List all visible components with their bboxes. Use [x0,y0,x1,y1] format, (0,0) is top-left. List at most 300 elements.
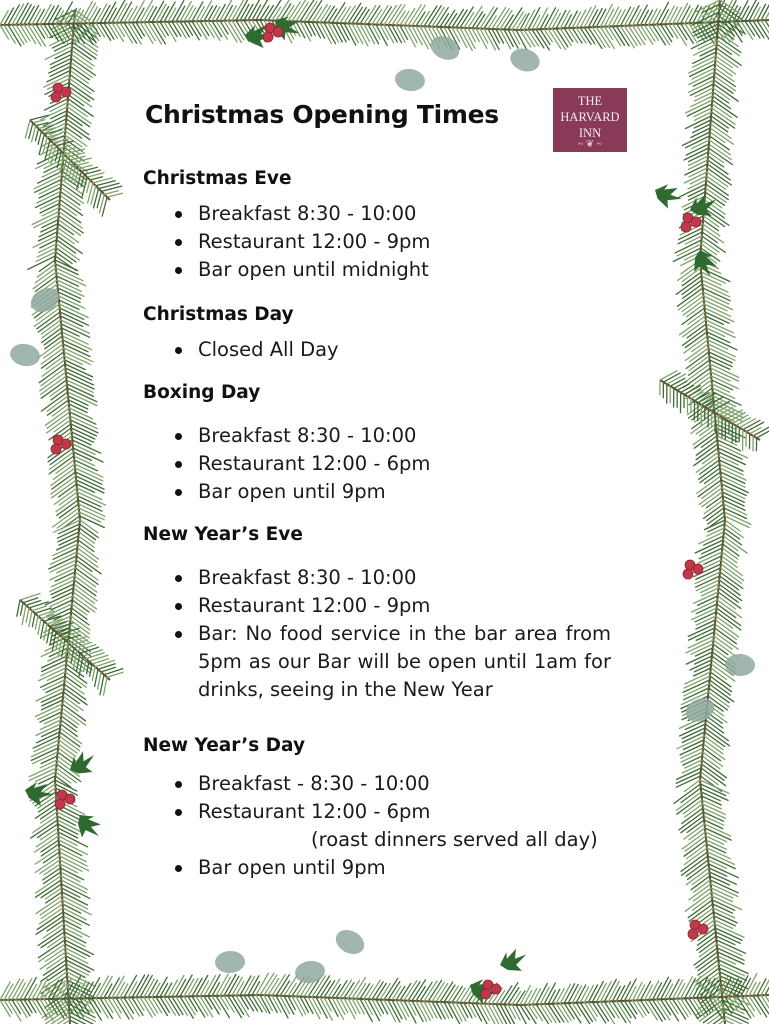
pine-needle [41,756,57,764]
pine-needle [564,28,573,41]
berry [693,564,703,574]
list-item: Bar open until 9pm [143,854,623,882]
pine-needle [60,312,89,325]
pine-needle [304,997,313,1014]
bullet-icon [175,461,182,468]
pine-needle [60,856,89,871]
pine-needle [224,6,232,21]
pine-needle [696,444,718,460]
pine-needle [496,29,504,43]
list-item: Bar open until 9pm [143,478,623,506]
pine-needle [61,324,89,337]
pine-needle [60,732,80,747]
pine-needle [704,820,723,829]
pine-needle [296,21,305,37]
pine-needle [512,1005,520,1020]
pine-needle [24,1000,32,1013]
list-item: Bar open until midnight [143,256,623,284]
pine-needle [696,632,714,640]
pine-needle [116,23,124,37]
pine-needle [396,11,405,25]
pine-needle [56,272,85,286]
pine-needle [61,187,84,203]
pine-needle [684,848,707,865]
list-item: Closed All Day [143,336,623,364]
pine-needle [528,1005,537,1019]
pine-needle [694,108,712,117]
pine-needle [41,932,64,948]
pine-needle [718,956,736,964]
pine-needle [47,400,68,415]
pine-needle [665,24,673,37]
list-item: Breakfast - 8:30 - 10:00 [143,770,623,798]
pine-needle [236,982,244,996]
pine-needle [76,999,85,1014]
pine-needle [300,997,309,1013]
pine-needle [690,176,706,184]
pine-needle [61,320,90,333]
pine-needle [69,87,90,102]
pine-needle [348,998,356,1013]
pine-needle [184,22,193,36]
list-item: Restaurant 12:00 - 6pm (roast dinners served all day) [143,798,623,854]
pine-needle [324,998,331,1011]
pine-needle [684,840,706,856]
pine-needle [700,584,719,593]
pine-needle [694,668,711,676]
pine-needle [288,983,296,996]
pine-needle [645,10,653,25]
pine-needle [47,396,68,411]
pine-needle [686,352,709,369]
pine-needle [62,328,80,336]
berry [481,989,491,999]
pine-needle [98,672,101,689]
pine-needle [53,464,74,479]
pine-needle [260,6,269,20]
holly-leaf [25,782,53,806]
pine-needle [77,492,105,505]
holly-leaf [65,746,102,782]
pine-needle [707,336,737,350]
pine-needle [689,884,711,900]
pine-needle [4,984,13,1000]
pine-needle [472,28,479,41]
pine-needle [47,672,65,680]
pine-needle [69,404,87,413]
pine-needle [26,608,29,622]
pine-needle [685,760,702,768]
pine-needle [706,836,724,844]
eucalyptus-leaf [507,45,542,75]
pine-needle [136,22,144,36]
pine-needle [66,956,94,970]
pine-needle [645,985,653,1000]
pine-needle [695,648,712,656]
pine-needle [691,140,709,149]
pine-needle [40,240,57,248]
pine-needle [400,1000,409,1016]
pine-needle [312,22,321,38]
pine-needle [717,36,741,53]
pine-needle [356,999,364,1014]
pine-needle [688,864,709,880]
pine-needle [104,191,118,195]
pine-needle [74,584,97,601]
pine-needle [588,1002,597,1016]
pine-needle [41,348,63,364]
pine-needle [416,987,425,1002]
pine-needle [686,868,709,885]
pine-needle [78,544,99,559]
pine-needle [22,605,26,624]
pine-needle [73,38,97,55]
pine-needle [72,440,100,453]
list-item: Breakfast 8:30 - 10:00 [143,564,623,592]
pine-needle [55,50,72,58]
pine-needle [718,592,741,608]
pine-needle [73,448,103,462]
pine-needle [47,412,70,428]
pine-needle [688,360,709,375]
pine-needle [464,989,473,1003]
pine-needle [641,10,649,25]
pine-needle [364,985,373,999]
bullet-icon [175,239,182,246]
pine-needle [164,983,172,997]
pine-needle [703,228,724,243]
pine-needle [61,876,88,890]
pine-needle [694,112,711,120]
bullet-icon [175,489,182,496]
pine-needle [698,960,719,975]
pine-needle [716,424,745,438]
pine-needle [360,9,369,23]
pine-needle [710,676,732,692]
pine-needle [90,177,103,180]
pine-needle [520,1005,530,1020]
roast-dinner-note: (roast dinners served all day) [311,828,598,851]
pine-needle [372,24,380,39]
pine-needle [400,25,408,39]
pine-needle [43,960,66,975]
pine-needle [702,236,726,252]
pine-needle [600,1002,614,1024]
pine-needle [649,9,658,25]
pine-needle [715,628,737,644]
pine-needle [120,984,128,998]
pine-needle [104,984,112,998]
pine-needle [70,75,94,92]
harvard-inn-logo [553,88,627,152]
pine-needle [710,128,733,144]
pine-needle [35,129,38,141]
pine-needle [29,123,33,138]
pine-needle [188,996,197,1011]
pine-needle [724,536,748,553]
pine-needle [702,764,725,780]
pine-needle [64,920,81,929]
pine-needle [695,656,712,664]
pine-needle [693,124,711,133]
pine-needle [59,840,88,855]
pine-needle [707,172,728,187]
list-item: Restaurant 12:00 - 9pm [143,228,623,256]
pine-needle [69,645,72,658]
pine-needle [77,552,98,567]
pine-needle [184,6,193,22]
pine-needle [548,991,555,1004]
pine-needle [716,52,738,67]
pine-needle [100,675,104,695]
pine-needle [669,7,678,24]
pine-needle [653,10,661,25]
pine-needle [628,1001,637,1014]
pine-needle [719,580,740,595]
section-list [143,422,623,506]
pine-needle [710,680,731,695]
eucalyptus-leaf [332,925,369,959]
pine-needle [637,985,645,1000]
bullet-icon [175,865,182,872]
pine-needle [681,816,704,833]
pine-needle [188,8,196,22]
pine-needle [709,140,730,155]
pine-needle [74,452,92,460]
pine-needle [168,22,177,37]
pine-needle [40,908,63,924]
pine-needle [42,728,60,737]
pine-needle [58,220,80,236]
pine-needle [67,388,97,402]
pine-needle [75,572,96,587]
pine-needle [400,11,409,25]
pine-needle [564,15,571,28]
pine-needle [128,982,137,998]
pine-needle [707,164,730,180]
pine-needle [712,108,735,124]
pine-needle [32,613,35,626]
pine-needle [714,76,735,91]
pine-needle [66,123,90,140]
pine-needle [492,29,499,43]
pine-needle [332,984,341,997]
pine-needle [532,15,540,29]
pine-needle [696,972,719,989]
bullet-icon [175,781,182,788]
pine-needle [50,629,53,645]
pine-needle [108,8,116,23]
pine-needle [693,428,716,445]
pine-needle [464,1003,472,1018]
pine-needle [312,997,321,1013]
pine-needle [76,564,98,580]
pine-needle [212,983,220,996]
pine-needle [20,594,40,601]
pine-needle [0,25,9,39]
pine-needle [708,860,726,868]
pine-needle [685,236,702,244]
pine-needle [64,348,93,362]
pine-needle [67,111,90,127]
pine-needle [200,981,209,997]
pine-needle [704,296,733,310]
pine-needle [705,316,723,324]
pine-needle [673,7,682,24]
pine-needle [428,1002,437,1018]
pine-needle [686,860,708,876]
pine-needle [683,320,706,337]
section-heading: New Year’s Eve [143,524,303,545]
berry [51,92,61,102]
logo-line-2: HARVARD [560,110,620,124]
bullet-icon [175,603,182,610]
pine-needle [696,952,718,968]
pine-needle [757,979,766,996]
pine-needle [70,79,91,94]
berry [61,87,71,97]
pine-needle [62,900,91,915]
pine-needle [44,716,61,724]
pine-needle [696,456,719,472]
pine-needle [604,27,612,40]
pine-needle [60,728,82,744]
pine-needle [33,120,45,123]
pine-needle [308,22,315,35]
pine-needle [720,0,741,15]
pine-needle [61,183,83,198]
pine-needle [468,28,475,42]
pine-needle [75,568,98,584]
pine-needle [685,332,707,348]
pine-needle [240,995,248,1009]
pine-needle [35,856,60,873]
pine-needle [32,126,36,142]
pine-needle [76,162,89,165]
pine-needle [709,688,729,703]
pine-needle [669,24,678,38]
section-boxing-day [143,381,623,506]
pine-needle [152,983,160,997]
pine-needle [524,991,532,1005]
pine-needle [38,244,56,253]
pine-needle [616,10,625,26]
pine-needle [716,940,745,953]
list-item: Restaurant 12:00 - 9pm [143,592,623,620]
pine-needle [64,684,85,700]
pine-needle [74,580,96,596]
logo-line-1: THE [577,94,603,108]
pine-needle [46,684,64,693]
pine-needle [63,912,89,925]
pine-needle [192,21,201,36]
pine-needle [424,1001,433,1018]
pine-needle [62,336,91,350]
section-new-years-day [143,734,623,882]
pine-needle [705,308,734,322]
pine-needle [706,184,729,200]
pine-needle [46,1008,69,1024]
pine-needle [704,744,725,760]
pine-needle [682,832,705,849]
pine-needle [612,987,620,1002]
section-list [143,336,623,364]
pine-needle [681,386,694,393]
berry [273,27,283,37]
pine-needle [701,768,725,786]
pine-needle [59,736,79,751]
pine-needle [710,672,731,687]
bullet-icon [175,267,182,274]
berry [691,217,701,227]
pine-needle [706,180,728,195]
pine-needle [741,6,749,21]
pine-needle [73,592,97,609]
pine-needle [712,384,730,392]
list-item: Breakfast 8:30 - 10:00 [143,422,623,450]
pine-needle [552,13,560,29]
pine-needle [75,464,103,477]
pine-needle [702,588,719,596]
pine-needle [63,696,83,711]
berry [55,799,65,809]
pine-needle [700,468,720,483]
pine-needle [408,1001,416,1015]
pine-needle [580,987,588,1003]
pine-needle [32,9,41,24]
pine-needle [749,982,756,995]
eucalyptus-leaf [427,32,464,65]
pine-needle [40,24,48,37]
pine-needle [612,10,621,26]
pine-needle [719,584,742,601]
pine-needle [64,688,87,705]
pine-needle [60,200,83,216]
pine-needle [57,500,78,515]
pine-needle [440,14,449,27]
section-heading: Christmas Day [143,304,294,325]
pine-needle [35,848,59,864]
pine-needle [556,989,564,1004]
pine-needle [136,997,144,1010]
pine-needle [73,596,95,612]
pine-needle [40,900,62,915]
pine-needle [711,124,732,138]
pine-needle [50,103,68,112]
pine-needle [572,12,581,28]
pine-needle [28,1000,36,1013]
pine-needle [512,991,521,1004]
pine-needle [212,996,220,1010]
pine-needle [396,987,405,1001]
pine-needle [699,488,722,505]
pine-needle [488,16,496,29]
pine-needle [172,22,181,36]
pine-needle [392,986,401,1000]
pine-needle [196,7,204,22]
pine-needle [707,328,725,337]
pine-needle [92,667,95,681]
pine-needle [753,7,760,21]
pine-needle [304,22,312,36]
berry [61,439,71,449]
pine-needle [39,228,57,237]
pine-needle [35,268,56,283]
eucalyptus-leaf [8,341,42,368]
pine-needle [77,484,95,492]
pine-needle [316,22,325,38]
pine-needle [328,9,337,23]
